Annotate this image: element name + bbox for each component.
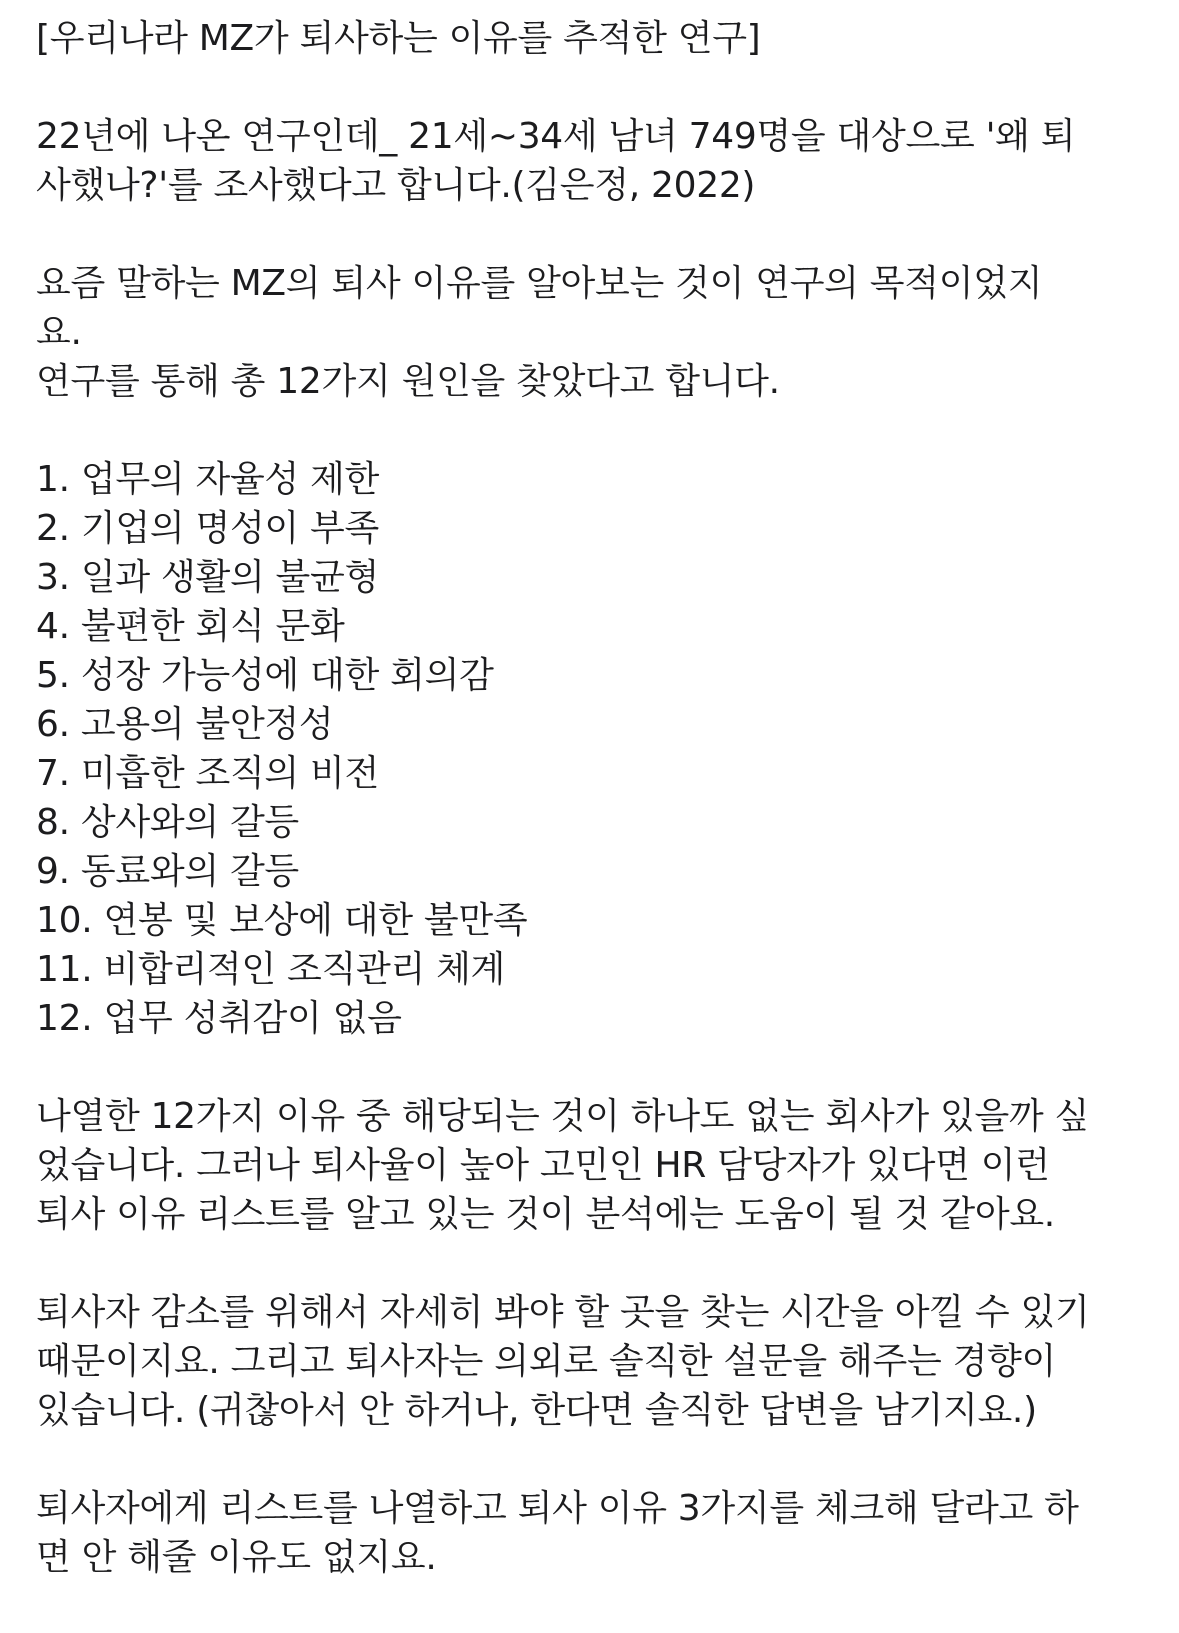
reason-item: 11. 비합리적인 조직관리 체계 [36, 949, 506, 990]
reason-item: 8. 상사와의 갈등 [36, 802, 299, 843]
reason-item: 6. 고용의 불안정성 [36, 704, 334, 745]
reason-item: 1. 업무의 자율성 제한 [36, 459, 379, 500]
paragraph-line: 었습니다. 그러나 퇴사율이 높아 고민인 HR 담당자가 있다면 이런 [36, 1145, 1050, 1186]
reason-item: 2. 기업의 명성이 부족 [36, 508, 379, 549]
purpose-line: 요즘 말하는 MZ의 퇴사 이유를 알아보는 것이 연구의 목적이었지 [36, 263, 1043, 304]
reason-item: 12. 업무 성취감이 없음 [36, 998, 402, 1039]
spacer [36, 1043, 1146, 1092]
reasons-list [36, 455, 1146, 1043]
purpose-line: 요. [36, 312, 82, 353]
document-body [36, 14, 1146, 1582]
purpose-line: 연구를 통해 총 12가지 원인을 찾았다고 합니다. [36, 361, 780, 402]
reason-item: 5. 성장 가능성에 대한 회의감 [36, 655, 494, 696]
paragraph-line: 때문이지요. 그리고 퇴사자는 의외로 솔직한 설문을 해주는 경향이 [36, 1341, 1056, 1382]
reason-item: 7. 미흡한 조직의 비전 [36, 753, 379, 794]
paragraph-line: 퇴사자에게 리스트를 나열하고 퇴사 이유 3가지를 체크해 달라고 하 [36, 1488, 1079, 1529]
spacer [36, 210, 1146, 259]
spacer [36, 63, 1146, 112]
reason-item: 10. 연봉 및 보상에 대한 불만족 [36, 900, 528, 941]
paragraph-line: 나열한 12가지 이유 중 해당되는 것이 하나도 없는 회사가 있을까 싶 [36, 1096, 1090, 1137]
spacer [36, 1239, 1146, 1288]
reason-item: 9. 동료와의 갈등 [36, 851, 299, 892]
paragraph-line: 면 안 해줄 이유도 없지요. [36, 1537, 437, 1578]
reason-item: 3. 일과 생활의 불균형 [36, 557, 379, 598]
document-title: [우리나라 MZ가 퇴사하는 이유를 추적한 연구] [36, 18, 761, 59]
reason-item: 4. 불편한 회식 문화 [36, 606, 345, 647]
paragraph-line: 퇴사 이유 리스트를 알고 있는 것이 분석에는 도움이 될 것 같아요. [36, 1194, 1055, 1235]
spacer [36, 406, 1146, 455]
intro-line: 22년에 나온 연구인데_ 21세~34세 남녀 749명을 대상으로 '왜 퇴 [36, 116, 1076, 157]
intro-line: 사했나?'를 조사했다고 합니다.(김은정, 2022) [36, 165, 756, 206]
spacer [36, 1435, 1146, 1484]
paragraph-line: 있습니다. (귀찮아서 안 하거나, 한다면 솔직한 답변을 남기지요.) [36, 1390, 1037, 1431]
paragraph-line: 퇴사자 감소를 위해서 자세히 봐야 할 곳을 찾는 시간을 아낄 수 있기 [36, 1292, 1090, 1333]
